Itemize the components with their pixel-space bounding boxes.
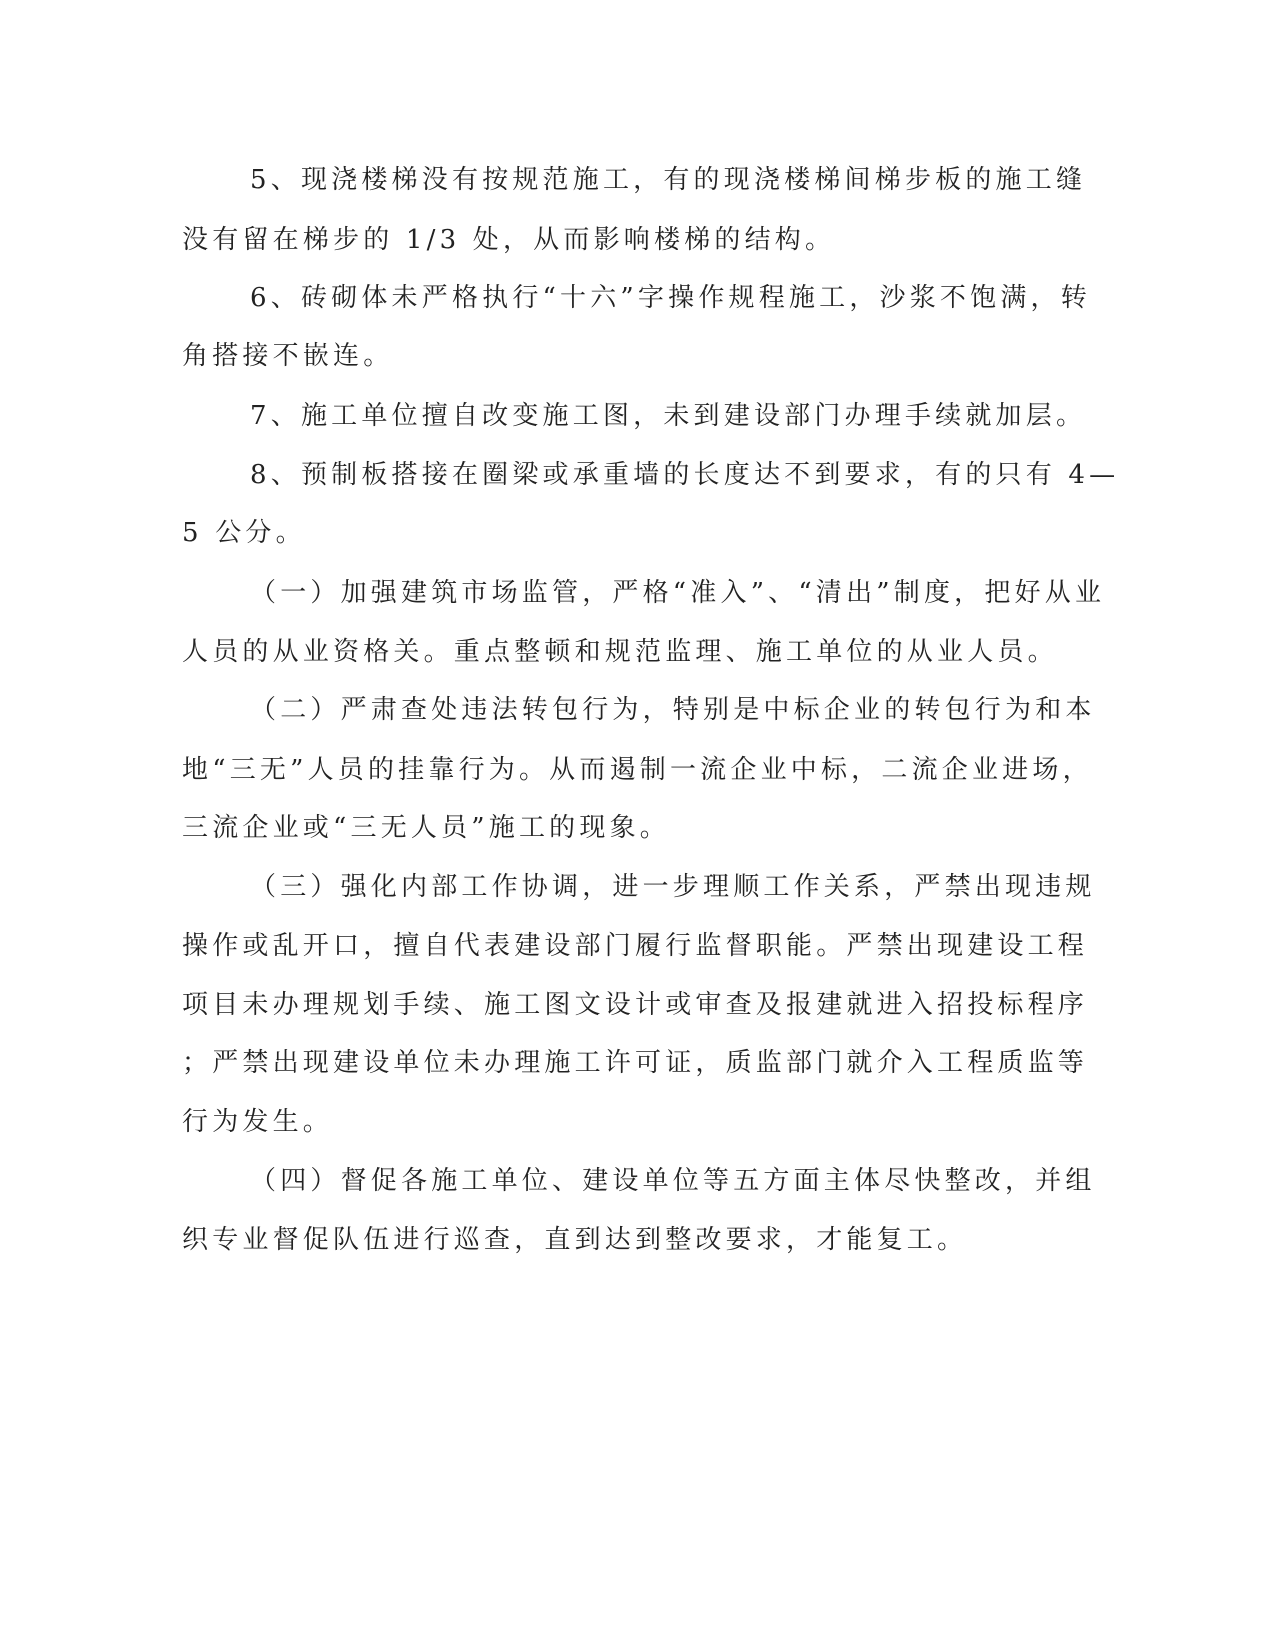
measure-1-line-2: 人员的从业资格关。重点整顿和规范监理、施工单位的从业人员。 bbox=[182, 637, 1058, 667]
item-5-line-2: 没有留在梯步的 1/3 处，从而影响楼梯的结构。 bbox=[182, 225, 836, 255]
item-7-line-1: 7、施工单位擅自改变施工图，未到建设部门办理手续就加层。 bbox=[250, 401, 1087, 431]
item-8-line-1: 8、预制板搭接在圈梁或承重墙的长度达不到要求，有的只有 4— bbox=[250, 460, 1120, 490]
item-6-line-2: 角搭接不嵌连。 bbox=[182, 341, 394, 371]
measure-2-line-2: 地“三无”人员的挂靠行为。从而遏制一流企业中标，二流企业进场， bbox=[182, 755, 1093, 785]
measure-3-line-4: ；严禁出现建设单位未办理施工许可证，质监部门就介入工程质监等 bbox=[182, 1048, 1089, 1078]
measure-4-line-2: 织专业督促队伍进行巡查，直到达到整改要求，才能复工。 bbox=[182, 1225, 968, 1255]
item-6-line-1: 6、砖砌体未严格执行“十六”字操作规程施工，沙浆不饱满，转 bbox=[250, 283, 1091, 313]
measure-1-line-1: （一）加强建筑市场监管，严格“准入”、“清出”制度，把好从业 bbox=[250, 578, 1106, 608]
item-8-line-2: 5 公分。 bbox=[182, 518, 306, 548]
measure-3-line-3: 项目未办理规划手续、施工图文设计或审查及报建就进入招投标程序 bbox=[182, 990, 1089, 1020]
item-5-line-1: 5、现浇楼梯没有按规范施工，有的现浇楼梯间梯步板的施工缝 bbox=[250, 165, 1087, 195]
measure-3-line-5: 行为发生。 bbox=[182, 1107, 334, 1137]
measure-2-line-1: （二）严肃查处违法转包行为，特别是中标企业的转包行为和本 bbox=[250, 695, 1096, 725]
measure-2-line-3: 三流企业或“三无人员”施工的现象。 bbox=[182, 813, 670, 843]
measure-3-line-1: （三）强化内部工作协调，进一步理顺工作关系，严禁出现违规 bbox=[250, 872, 1096, 902]
measure-4-line-1: （四）督促各施工单位、建设单位等五方面主体尽快整改，并组 bbox=[250, 1166, 1096, 1196]
measure-3-line-2: 操作或乱开口，擅自代表建设部门履行监督职能。严禁出现建设工程 bbox=[182, 931, 1089, 961]
